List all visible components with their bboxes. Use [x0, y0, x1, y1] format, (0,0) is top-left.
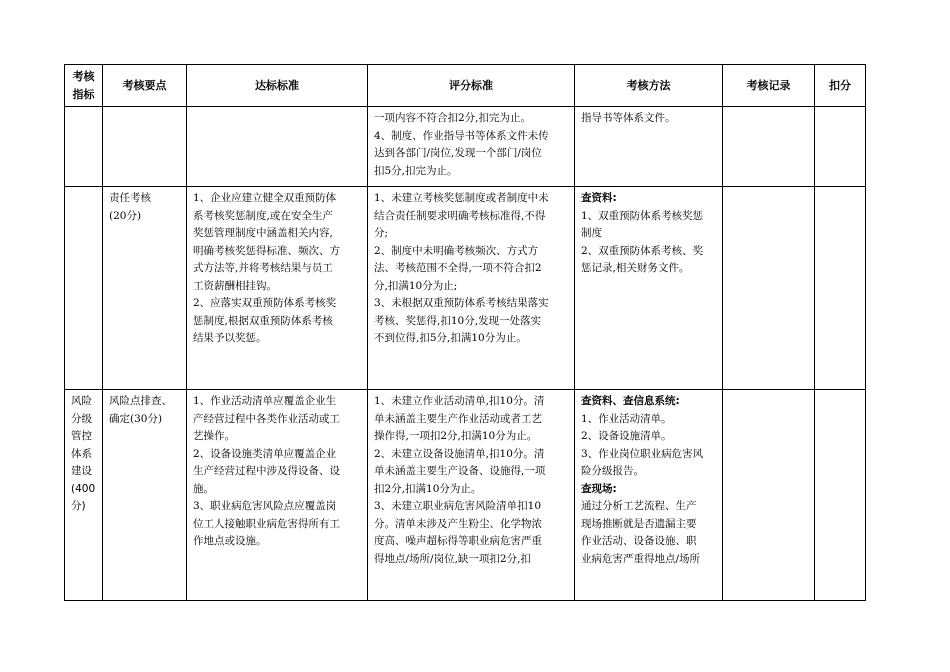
- header-row: [65, 65, 866, 107]
- record-cell: [723, 107, 815, 187]
- points-cell: 风险点排查、 确定(30分): [103, 390, 187, 601]
- table-row: [65, 390, 866, 601]
- record-cell: [723, 187, 815, 390]
- header-standard: 达标标准: [187, 65, 368, 107]
- header-scoring: 评分标准: [368, 65, 575, 107]
- record-cell: [723, 390, 815, 601]
- indicator-cell: [65, 187, 103, 390]
- points-cell: 责任考核 (20分): [103, 187, 187, 390]
- indicator-cell: [65, 107, 103, 187]
- deduct-cell: [815, 187, 866, 390]
- scoring-cell: 1、未建立考核奖惩制度或者制度中未 结合责任制要求明确考核标准得,不得 分; 2、制度中未明确考核频次、方式方 法、考核范围不全得,一项不符合扣2 分,扣满10分为止; 3、未根据双重预防体系考核结果落实 考核、奖惩得,扣10分,发现一处落实 不到位得,扣5分,扣满10分为止。: [368, 187, 575, 390]
- indicator-cell: 风险 分级 管控 体系 建设 (400 分): [65, 390, 103, 601]
- method-cell: 查资料、查信息系统: 1、作业活动清单。 2、设备设施清单。 3、作业岗位职业病危害风 险分级报告。 查现场: 通过分析工艺流程、生产 现场推断就是否遗漏主要 作业活动、设备设施、职 业病危害严重得地点/场所: [575, 390, 723, 601]
- scoring-cell: 1、未建立作业活动清单,扣10分。清 单未涵盖主要生产作业活动或者工艺 操作得,一项扣2分,扣满10分为止。 2、未建立设备设施清单,扣10分。清 单未涵盖主要生产设备、设施得,一项 扣2分,扣满10分为止。 3、未建立职业病危害风险清单扣10 分。清单未涉及产生粉尘、化学物浓 度高、噪声超标得等职业病危害严重 得地点/场所/岗位,缺一项扣2分,扣: [368, 390, 575, 601]
- deduct-cell: [815, 107, 866, 187]
- table-row: [65, 187, 866, 390]
- points-cell: [103, 107, 187, 187]
- header-deduct: 扣分: [815, 65, 866, 107]
- scoring-cell: 一项内容不符合扣2分,扣完为止。 4、制度、作业指导书等体系文件未传 达到各部门/岗位,发现一个部门/岗位 扣5分,扣完为止。: [368, 107, 575, 187]
- header-indicator: 考核 指标: [65, 65, 103, 107]
- header-points: 考核要点: [103, 65, 187, 107]
- table-row: [65, 107, 866, 187]
- standard-cell: 1、企业应建立健全双重预防体 系考核奖惩制度,或在安全生产 奖惩管理制度中涵盖相关内容, 明确考核奖惩得标准、频次、方 式方法等,并将考核结果与员工 工资薪酬相挂钩。 2、应落实双重预防体系考核奖 惩制度,根据双重预防体系考核 结果予以奖惩。: [187, 187, 368, 390]
- deduct-cell: [815, 390, 866, 601]
- assessment-table: [64, 64, 866, 601]
- header-record: 考核记录: [723, 65, 815, 107]
- method-cell: 指导书等体系文件。: [575, 107, 723, 187]
- method-cell: 查资料: 1、双重预防体系考核奖惩 制度 2、双重预防体系考核、奖 惩记录,相关财务文件。: [575, 187, 723, 390]
- standard-cell: [187, 107, 368, 187]
- header-method: 考核方法: [575, 65, 723, 107]
- standard-cell: 1、作业活动清单应覆盖企业生 产经营过程中各类作业活动或工 艺操作。 2、设备设施类清单应覆盖企业 生产经营过程中涉及得设备、设 施。 3、职业病危害风险点应覆盖岗 位工人接触职业病危害得所有工 作地点或设施。: [187, 390, 368, 601]
